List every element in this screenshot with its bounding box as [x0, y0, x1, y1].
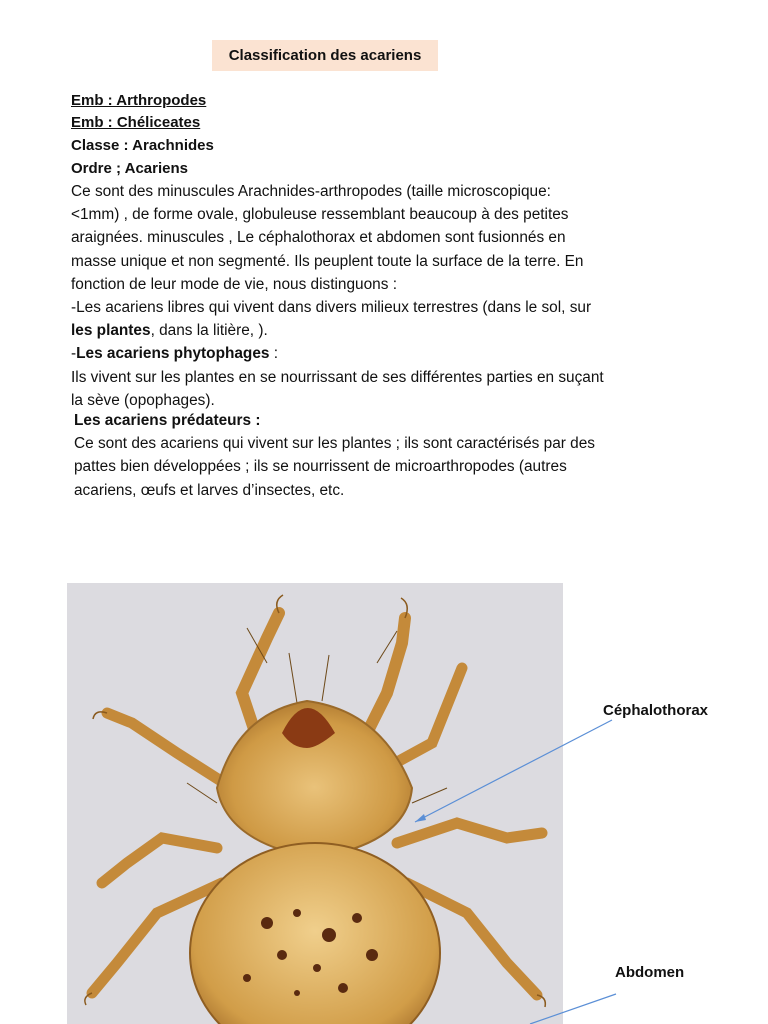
mite-photograph [67, 583, 563, 1024]
intro-line: <1mm) , de forme ovale, globuleuse ressemblant beaucoup à des petites [71, 206, 569, 224]
intro-line: Ce sont des minuscules Arachnides-arthropodes (taille microscopique: [71, 183, 551, 200]
mite-illustration [67, 583, 563, 1024]
label-cephalothorax: Céphalothorax [603, 702, 709, 719]
phytophages-line: la sève (opophages). [71, 391, 215, 409]
intro-line [71, 319, 691, 342]
taxonomy-ordre: Ordre ; Acariens [71, 160, 188, 177]
predateurs-line: pattes bien développées ; ils se nourrissent de microarthropodes (autres [74, 458, 567, 476]
taxonomy-classe: Classe : Arachnides [71, 137, 214, 154]
intro-line-rest: , dans la litière, ). [150, 322, 268, 340]
phytophages-heading [71, 342, 691, 365]
predateurs-heading-text: Les acariens prédateurs : [74, 412, 261, 429]
heading-colon: : [269, 345, 279, 363]
document-title: Classification des acariens [212, 40, 438, 71]
phytophages-line: Ils vivent sur les plantes en se nourrissant de ses différentes parties en suçant [71, 368, 604, 386]
intro-line: masse unique et non segmenté. Ils peuplent toute la surface de la terre. En [71, 252, 584, 270]
heading-dash: - [71, 345, 77, 363]
predateurs-section [74, 409, 694, 502]
intro-bold-term: les plantes [71, 322, 151, 340]
taxonomy-embranchement-2: Emb : Chéliceates [71, 114, 201, 131]
predateurs-line: acariens, œufs et larves d’insectes, etc. [74, 481, 345, 499]
intro-line: fonction de leur mode de vie, nous distinguons : [71, 275, 397, 293]
intro-line: araignées. minuscules , Le céphalothorax et abdomen sont fusionnés en [71, 229, 566, 247]
taxonomy-embranchement-1: Emb : Arthropodes [71, 92, 207, 109]
label-abdomen: Abdomen [615, 964, 685, 981]
intro-line: -Les acariens libres qui vivent dans divers milieux terrestres (dans le sol, sur [71, 299, 592, 317]
intro-paragraph [71, 180, 691, 412]
phytophages-heading-text: Les acariens phytophages [76, 345, 270, 363]
predateurs-heading [74, 409, 694, 432]
predateurs-line: Ce sont des acariens qui vivent sur les plantes ; ils sont caractérisés par des [74, 435, 595, 453]
